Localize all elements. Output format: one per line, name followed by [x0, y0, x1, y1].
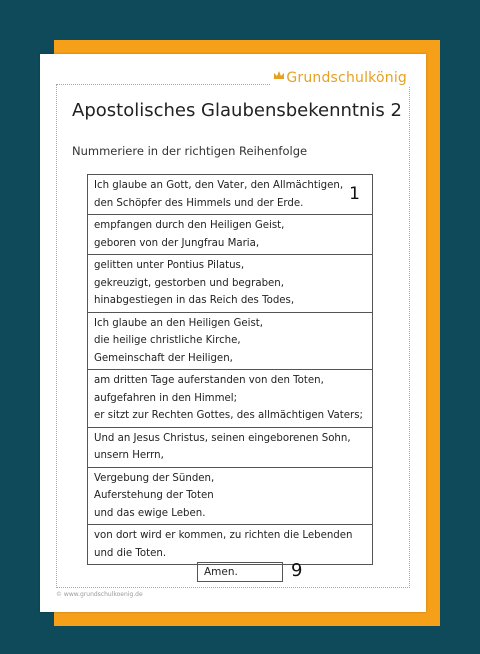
- statement-line: Und an Jesus Christus, seinen eingeborenen Sohn,: [94, 432, 351, 444]
- ordering-table: [87, 174, 373, 565]
- statement-line: hinabgestiegen in das Reich des Todes,: [94, 295, 295, 306]
- statement-line: von dort wird er kommen, zu richten die Lebenden: [94, 530, 353, 541]
- statement-row: [88, 524, 372, 564]
- statement-row: [88, 427, 372, 467]
- statement-line: Ich glaube an Gott, den Vater, den Allmächtigen,: [94, 180, 344, 191]
- statement-row: [88, 254, 372, 312]
- statement-row: [88, 312, 372, 370]
- order-number: 1: [349, 184, 360, 204]
- statement-line: gelitten unter Pontius Pilatus,: [94, 260, 245, 271]
- statement-line: gekreuzigt, gestorben und begraben,: [94, 277, 285, 289]
- worksheet-page: [40, 54, 426, 612]
- statement-line: unsern Herrn,: [94, 450, 164, 461]
- page-title: Apostolisches Glaubensbekenntnis 2: [72, 100, 402, 121]
- brand-name: Grundschulkönig: [286, 70, 407, 86]
- statement-line: den Schöpfer des Himmels und der Erde.: [94, 197, 304, 209]
- statement-line: Vergebung der Sünden,: [94, 472, 215, 484]
- statement-row: [88, 467, 372, 525]
- statement-line: er sitzt zur Rechten Gottes, des allmächtigen Vaters;: [94, 410, 363, 421]
- statement-row: [88, 369, 372, 427]
- statement-row: [88, 214, 372, 254]
- statement-line: aufgefahren in den Himmel;: [94, 392, 238, 404]
- statement-line: und das ewige Leben.: [94, 507, 206, 519]
- statement-line: am dritten Tage auferstanden von den Toten,: [94, 375, 324, 386]
- amen-box: [197, 562, 283, 582]
- statement-line: geboren von der Jungfrau Maria,: [94, 237, 260, 249]
- statement-line: Gemeinschaft der Heiligen,: [94, 352, 233, 364]
- statement-line: Auferstehung der Toten: [94, 490, 214, 501]
- statement-line: die heilige christliche Kirche,: [94, 335, 241, 346]
- brand-logo: [270, 70, 410, 86]
- amen-number: 9: [291, 560, 303, 581]
- statement-row: [88, 175, 372, 214]
- statement-line: und die Toten.: [94, 547, 167, 559]
- instruction-text: Nummeriere in der richtigen Reihenfolge: [72, 144, 308, 158]
- statement-line: empfangen durch den Heiligen Geist,: [94, 220, 285, 231]
- footer-copyright: © www.grundschulkoenig.de: [56, 591, 146, 598]
- crown-icon: [273, 70, 285, 80]
- statement-line: Ich glaube an den Heiligen Geist,: [94, 317, 264, 329]
- amen-label: Amen.: [204, 566, 238, 578]
